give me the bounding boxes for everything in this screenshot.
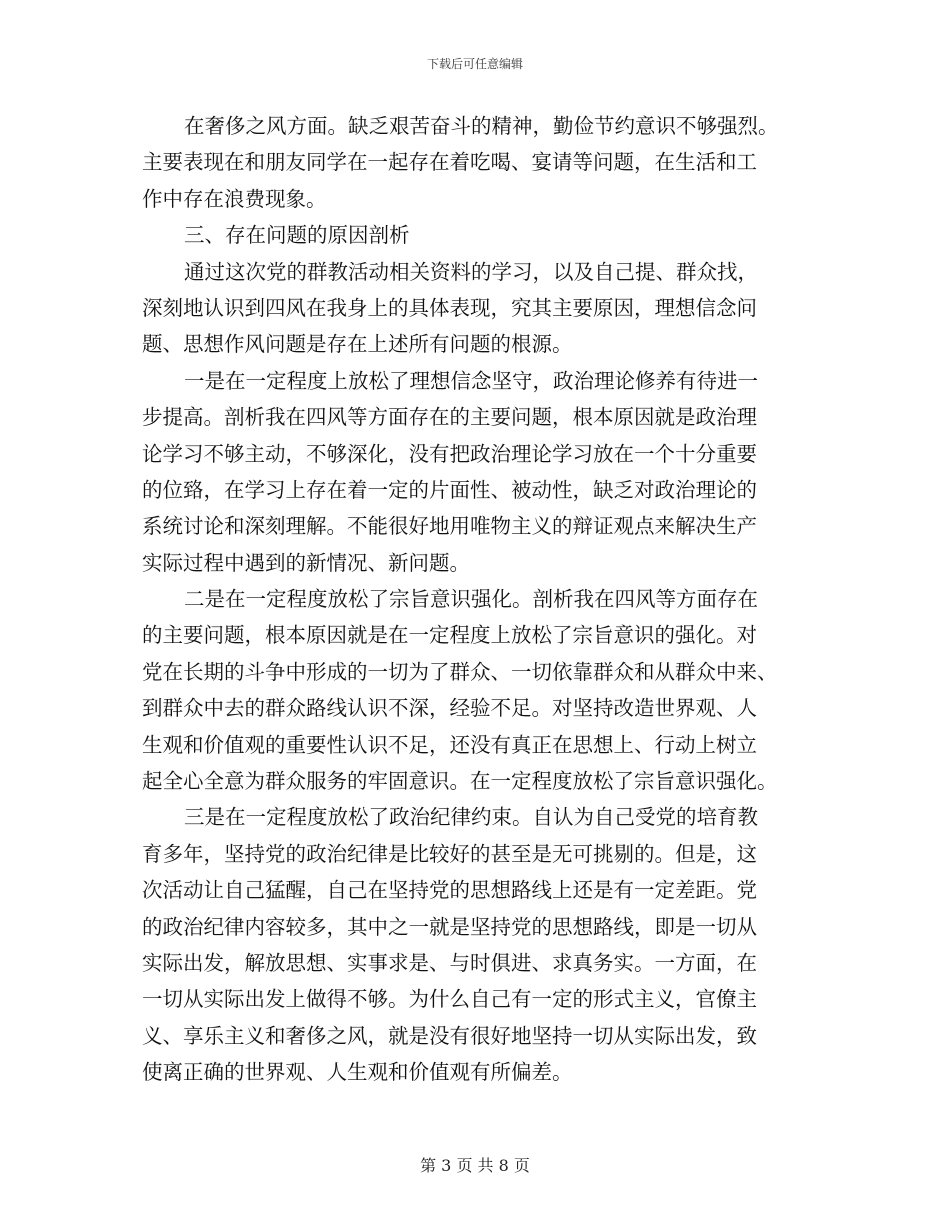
paragraph-line: 生观和价值观的重要性认识不足，还没有真正在思想上、行动上树立	[142, 732, 757, 757]
paragraph-line: 的主要问题，根本原因就是在一定程度上放松了宗旨意识的强化。对	[142, 623, 757, 648]
paragraph-line: 题、思想作风问题是存在上述所有问题的根源。	[142, 332, 573, 357]
paragraph-line: 实际过程中遇到的新情况、新问题。	[142, 550, 470, 575]
page-number-footer: 第 3 页 共 8 页	[420, 1156, 530, 1175]
page-header-note: 下载后可任意编辑	[426, 57, 523, 71]
paragraph-line: 作中存在浪费现象。	[142, 186, 327, 211]
paragraph-line: 次活动让自己猛醒，自己在坚持党的思想路线上还是有一定差距。党	[142, 878, 757, 903]
paragraph-first-line: 通过这次党的群教活动相关资料的学习，以及自己提、群众找，	[184, 259, 758, 284]
paragraph-line: 的政治纪律内容较多，其中之一就是坚持党的思想路线，即是一切从	[142, 914, 757, 939]
paragraph-first-line: 一是在一定程度上放松了理想信念坚守，政治理论修养有待进一	[184, 368, 758, 393]
paragraph-line: 深刻地认识到四风在我身上的具体表现，究其主要原因，理想信念问	[142, 295, 757, 320]
paragraph-line: 使离正确的世界观、人生观和价值观有所偏差。	[142, 1060, 573, 1085]
paragraph-first-line: 在奢侈之风方面。缺乏艰苦奋斗的精神，勤俭节约意识不够强烈。	[184, 114, 779, 138]
paragraph-first-line: 二是在一定程度放松了宗旨意识强化。剖析我在四风等方面存在	[184, 587, 758, 612]
paragraph-line: 系统讨论和深刻理解。不能很好地用唯物主义的辩证观点来解决生产	[142, 514, 757, 539]
paragraph-line: 主要表现在和朋友同学在一起存在着吃喝、宴请等问题，在生活和工	[142, 150, 757, 175]
paragraph-line: 论学习不够主动，不够深化，没有把政治理论学习放在一个十分重要	[142, 441, 757, 466]
paragraph-line: 到群众中去的群众路线认识不深，经验不足。对坚持改造世界观、人	[142, 696, 757, 721]
paragraph-first-line: 三、存在问题的原因剖析	[184, 223, 410, 248]
paragraph-line: 义、享乐主义和奢侈之风，就是没有很好地坚持一切从实际出发，致	[142, 1023, 757, 1048]
paragraph-line: 实际出发，解放思想、实事求是、与时俱进、求真务实。一方面，在	[142, 950, 757, 975]
paragraph-line: 一切从实际出发上做得不够。为什么自己有一定的形式主义，官僚主	[142, 987, 757, 1012]
paragraph-line: 起全心全意为群众服务的牢固意识。在一定程度放松了宗旨意识强化。	[142, 769, 778, 794]
paragraph-line: 党在长期的斗争中形成的一切为了群众、一切依靠群众和从群众中来、	[142, 659, 778, 684]
document-body	[142, 108, 814, 1091]
paragraph-line: 步提高。剖析我在四风等方面存在的主要问题，根本原因就是政治理	[142, 405, 757, 430]
paragraph-line: 的位臵，在学习上存在着一定的片面性、被动性，缺乏对政治理论的	[142, 477, 757, 502]
paragraph-line: 育多年，坚持党的政治纪律是比较好的甚至是无可挑剔的。但是，这	[142, 841, 757, 866]
paragraph-first-line: 三是在一定程度放松了政治纪律约束。自认为自己受党的培育教	[184, 805, 758, 830]
